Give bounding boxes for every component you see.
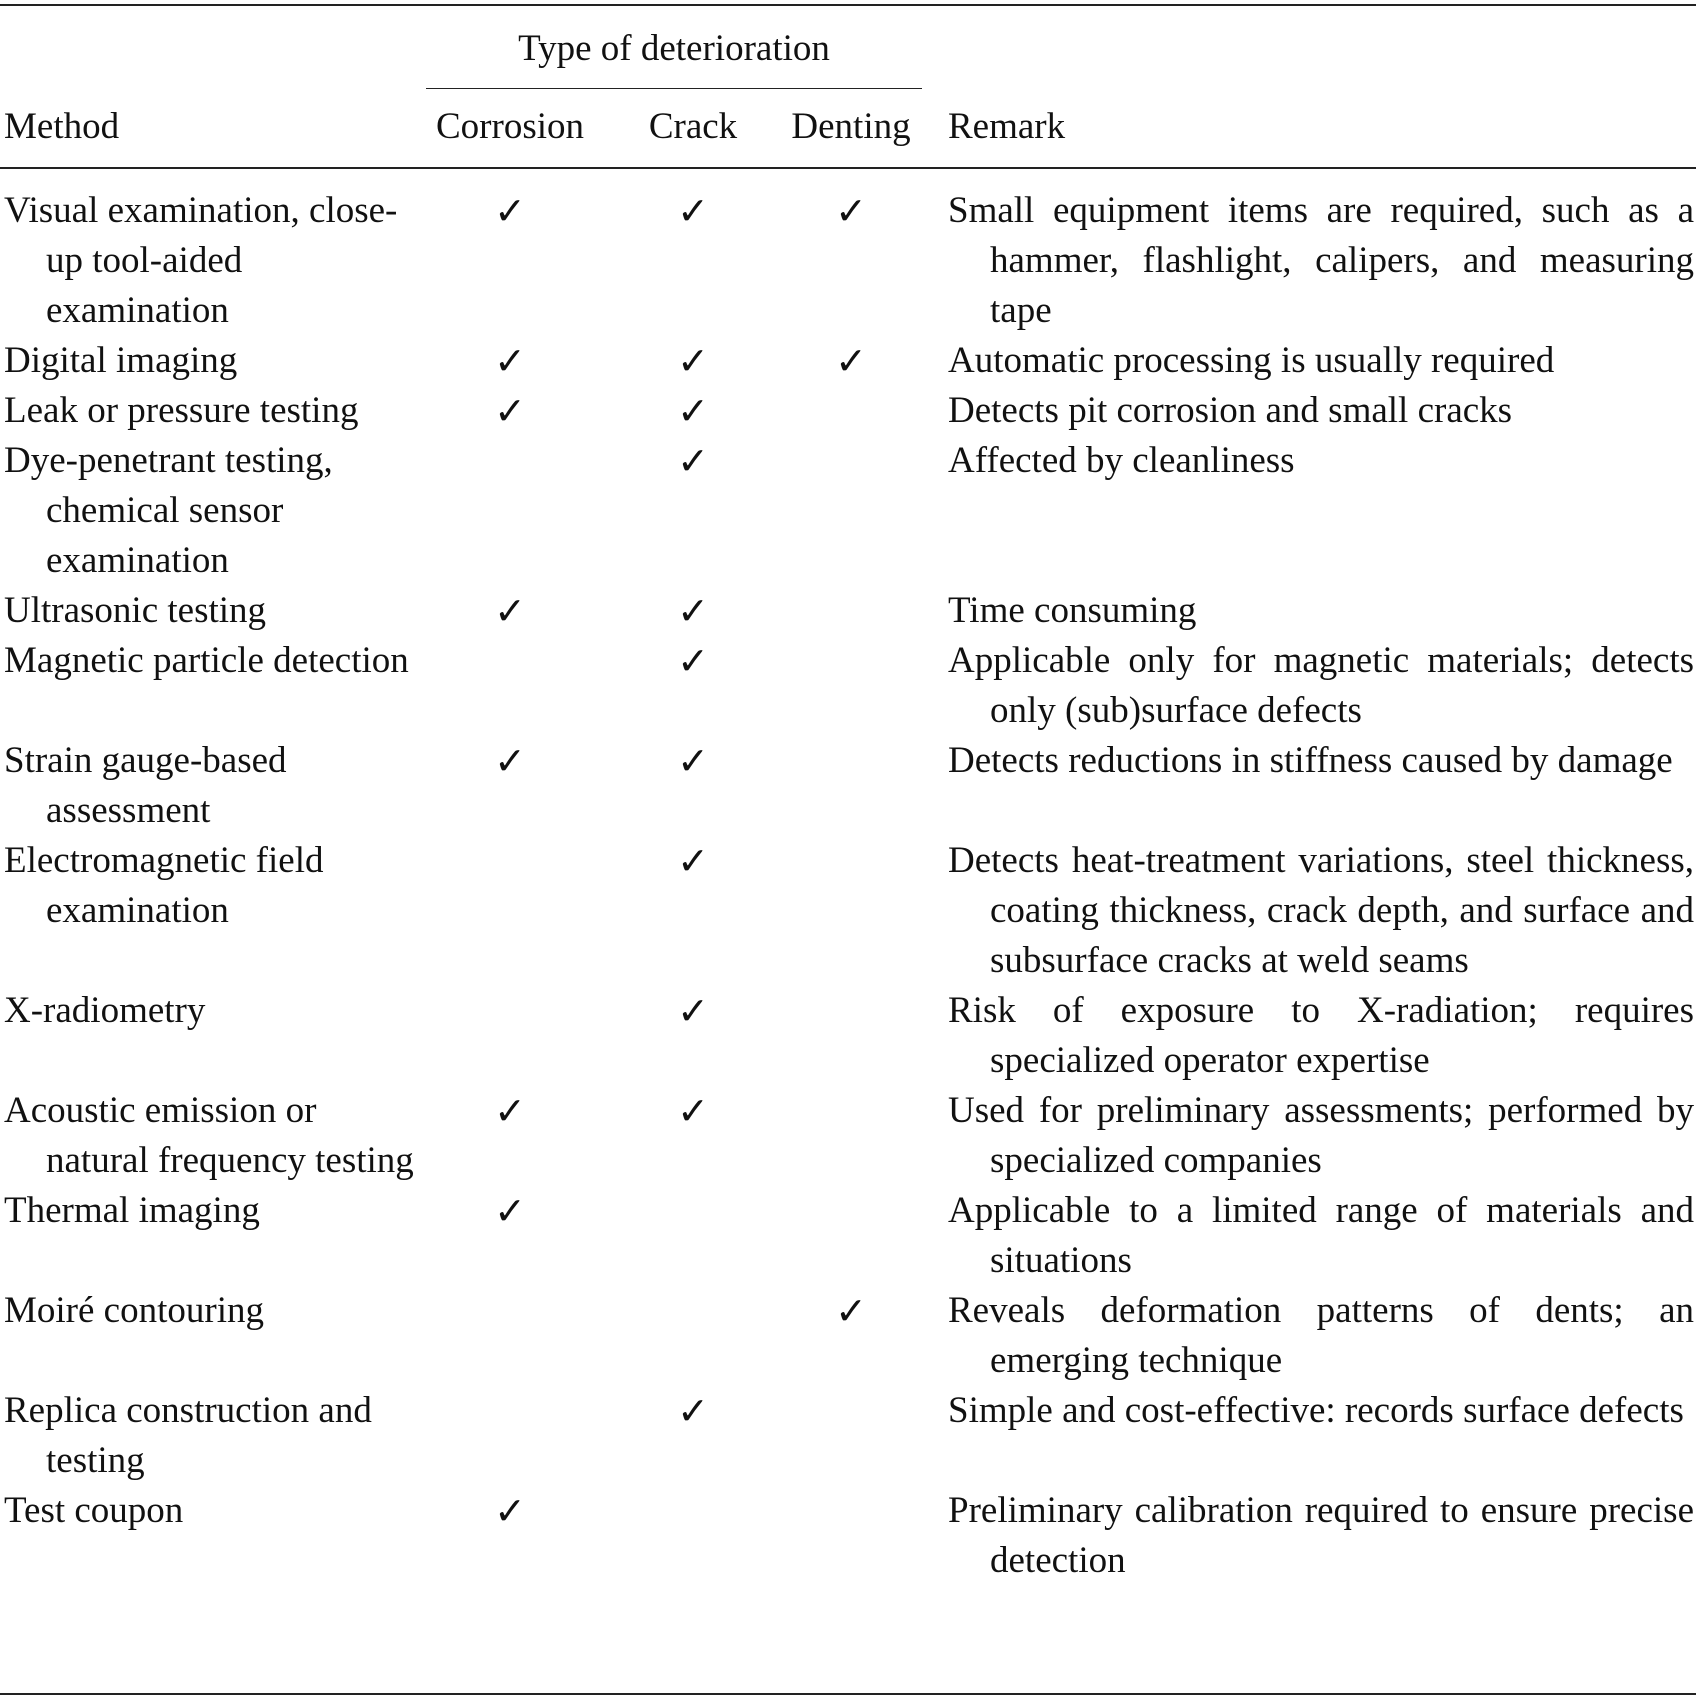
checkmark-icon: ✓	[835, 189, 867, 233]
spacer-cell	[752, 1386, 780, 1486]
method-cell: Ultrasonic testing	[4, 590, 267, 631]
crack-cell	[634, 336, 752, 386]
header-bottom-rule	[0, 167, 1696, 169]
denting-cell	[780, 1486, 922, 1586]
crack-cell	[634, 1486, 752, 1586]
method-cell: Visual examination, close-up tool-aided examination	[4, 190, 398, 331]
table-top-rule	[0, 4, 1696, 6]
spacer-cell	[594, 1386, 634, 1486]
denting-cell	[780, 1386, 922, 1486]
checkmark-icon: ✓	[677, 389, 709, 433]
corrosion-cell	[426, 1486, 594, 1586]
crack-cell	[634, 986, 752, 1086]
table-row	[0, 336, 1696, 386]
header-group-rule	[426, 88, 922, 89]
spacer-cell	[922, 586, 948, 636]
table-row	[0, 986, 1696, 1086]
method-cell: Leak or pressure testing	[4, 390, 359, 431]
checkmark-icon: ✓	[494, 339, 526, 383]
denting-cell	[780, 1286, 922, 1386]
spacer-cell	[594, 336, 634, 386]
checkmark-icon: ✓	[677, 1089, 709, 1133]
spacer-cell	[922, 1186, 948, 1286]
spacer-cell	[752, 836, 780, 986]
method-cell: Test coupon	[4, 1490, 184, 1531]
denting-cell	[780, 186, 922, 336]
spacer-cell	[594, 436, 634, 586]
corrosion-cell	[426, 186, 594, 336]
spacer-cell	[922, 1286, 948, 1386]
checkmark-icon: ✓	[677, 339, 709, 383]
method-cell: Replica construction and testing	[4, 1390, 372, 1481]
spacer-cell	[752, 1186, 780, 1286]
denting-cell	[780, 336, 922, 386]
remark-cell: Reveals deformation patterns of dents; an emerging technique	[948, 1290, 1694, 1381]
checkmark-icon: ✓	[494, 189, 526, 233]
checkmark-icon: ✓	[494, 389, 526, 433]
header-method: Method	[4, 106, 120, 147]
method-cell: Dye-penetrant testing, chemical sensor examination	[4, 440, 333, 581]
corrosion-cell	[426, 636, 594, 736]
corrosion-cell	[426, 736, 594, 836]
table-row	[0, 1086, 1696, 1186]
spacer-cell	[594, 1186, 634, 1286]
checkmark-icon: ✓	[835, 339, 867, 383]
spacer-cell	[752, 1286, 780, 1386]
header-crack: Crack	[648, 106, 738, 147]
crack-cell	[634, 636, 752, 736]
spacer-cell	[594, 836, 634, 986]
denting-cell	[780, 586, 922, 636]
corrosion-cell	[426, 986, 594, 1086]
remark-cell: Detects reductions in stiffness caused by damage	[948, 740, 1673, 781]
remark-cell: Risk of exposure to X-radiation; requires specialized operator expertise	[948, 990, 1694, 1081]
denting-cell	[780, 986, 922, 1086]
spacer-cell	[752, 1086, 780, 1186]
checkmark-icon: ✓	[494, 1489, 526, 1533]
method-cell: Magnetic particle detection	[4, 640, 409, 681]
header-remark: Remark	[948, 106, 1066, 147]
crack-cell	[634, 1186, 752, 1286]
spacer-cell	[922, 736, 948, 836]
remark-cell: Affected by cleanliness	[948, 440, 1295, 481]
table-row	[0, 186, 1696, 336]
denting-cell	[780, 1086, 922, 1186]
spacer-cell	[594, 586, 634, 636]
header-corrosion: Corrosion	[436, 106, 584, 147]
spacer-cell	[922, 636, 948, 736]
method-cell: Acoustic emission or natural frequency testing	[4, 1090, 414, 1181]
spacer-cell	[752, 436, 780, 586]
spacer-cell	[594, 636, 634, 736]
spacer-cell	[922, 1086, 948, 1186]
table-row	[0, 586, 1696, 636]
spacer-cell	[752, 736, 780, 836]
table-row	[0, 1386, 1696, 1486]
remark-cell: Preliminary calibration required to ensure precise detection	[948, 1490, 1694, 1581]
checkmark-icon: ✓	[677, 739, 709, 783]
denting-cell	[780, 736, 922, 836]
table-body	[0, 186, 1696, 1586]
method-cell: Thermal imaging	[4, 1190, 260, 1231]
spacer-cell	[922, 1486, 948, 1586]
denting-cell	[780, 1186, 922, 1286]
table-row	[0, 436, 1696, 586]
header-type-of-deterioration: Type of deterioration	[518, 28, 830, 69]
spacer-cell	[752, 586, 780, 636]
spacer-cell	[752, 636, 780, 736]
spacer-cell	[922, 386, 948, 436]
remark-cell: Used for preliminary assessments; performed by specialized companies	[948, 1090, 1694, 1181]
remark-cell: Detects pit corrosion and small cracks	[948, 390, 1513, 431]
checkmark-icon: ✓	[677, 989, 709, 1033]
table-row	[0, 1186, 1696, 1286]
crack-cell	[634, 186, 752, 336]
remark-cell: Applicable only for magnetic materials; detects only (sub)surface defects	[948, 640, 1694, 731]
spacer-cell	[752, 336, 780, 386]
corrosion-cell	[426, 1186, 594, 1286]
checkmark-icon: ✓	[677, 189, 709, 233]
table-row	[0, 1286, 1696, 1386]
corrosion-cell	[426, 1086, 594, 1186]
corrosion-cell	[426, 586, 594, 636]
remark-cell: Small equipment items are required, such as a hammer, flashlight, calipers, and measuring tape	[948, 190, 1694, 331]
checkmark-icon: ✓	[835, 1289, 867, 1333]
crack-cell	[634, 386, 752, 436]
spacer-cell	[594, 1486, 634, 1586]
denting-cell	[780, 386, 922, 436]
spacer-cell	[752, 1486, 780, 1586]
table-row	[0, 836, 1696, 986]
method-cell: Moiré contouring	[4, 1290, 264, 1331]
method-cell: Electromagnetic field examination	[4, 840, 324, 931]
checkmark-icon: ✓	[677, 589, 709, 633]
crack-cell	[634, 586, 752, 636]
remark-cell: Applicable to a limited range of materials and situations	[948, 1190, 1694, 1281]
corrosion-cell	[426, 386, 594, 436]
remark-cell: Detects heat-treatment variations, steel thickness, coating thickness, crack depth, and surface and subsurface cracks at weld seams	[948, 840, 1694, 981]
crack-cell	[634, 736, 752, 836]
spacer-cell	[922, 1386, 948, 1486]
header-denting: Denting	[791, 106, 911, 147]
spacer-cell	[922, 836, 948, 986]
spacer-cell	[922, 186, 948, 336]
checkmark-icon: ✓	[677, 1389, 709, 1433]
table-row	[0, 636, 1696, 736]
table-row	[0, 386, 1696, 436]
denting-cell	[780, 836, 922, 986]
corrosion-cell	[426, 336, 594, 386]
spacer-cell	[752, 186, 780, 336]
spacer-cell	[752, 986, 780, 1086]
checkmark-icon: ✓	[677, 839, 709, 883]
table-bottom-rule	[0, 1693, 1696, 1695]
spacer-cell	[922, 436, 948, 586]
spacer-cell	[594, 1086, 634, 1186]
checkmark-icon: ✓	[677, 639, 709, 683]
checkmark-icon: ✓	[494, 1089, 526, 1133]
crack-cell	[634, 1286, 752, 1386]
spacer-cell	[594, 986, 634, 1086]
spacer-cell	[594, 1286, 634, 1386]
crack-cell	[634, 1386, 752, 1486]
corrosion-cell	[426, 436, 594, 586]
spacer-cell	[594, 386, 634, 436]
method-cell: X-radiometry	[4, 990, 206, 1031]
checkmark-icon: ✓	[494, 1189, 526, 1233]
method-cell: Strain gauge-based assessment	[4, 740, 287, 831]
spacer-cell	[594, 186, 634, 336]
denting-cell	[780, 436, 922, 586]
crack-cell	[634, 836, 752, 986]
method-cell: Digital imaging	[4, 340, 238, 381]
remark-cell: Time consuming	[948, 590, 1197, 631]
corrosion-cell	[426, 1386, 594, 1486]
checkmark-icon: ✓	[677, 439, 709, 483]
denting-cell	[780, 636, 922, 736]
checkmark-icon: ✓	[494, 589, 526, 633]
remark-cell: Simple and cost-effective: records surface defects	[948, 1390, 1684, 1431]
crack-cell	[634, 436, 752, 586]
checkmark-icon: ✓	[494, 739, 526, 783]
spacer-cell	[922, 336, 948, 386]
spacer-cell	[594, 736, 634, 836]
spacer-cell	[752, 386, 780, 436]
corrosion-cell	[426, 1286, 594, 1386]
remark-cell: Automatic processing is usually required	[948, 340, 1555, 381]
deterioration-methods-table	[0, 186, 1696, 1586]
crack-cell	[634, 1086, 752, 1186]
spacer-cell	[922, 986, 948, 1086]
table-row	[0, 1486, 1696, 1586]
table-row	[0, 736, 1696, 836]
corrosion-cell	[426, 836, 594, 986]
